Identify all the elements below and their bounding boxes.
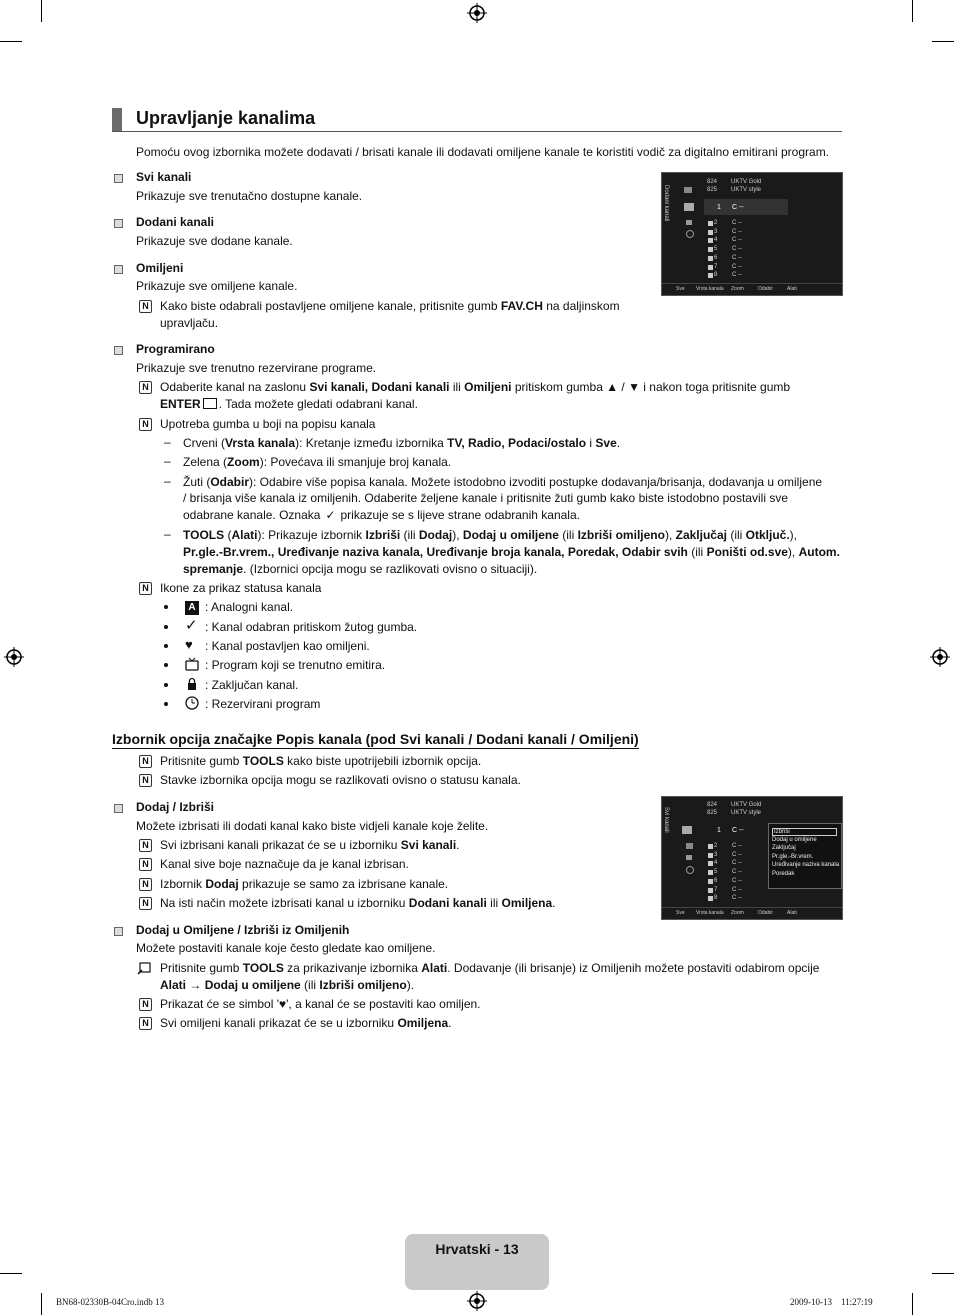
- analog-channel-icon: [708, 265, 713, 270]
- bullet-dot: [164, 663, 168, 667]
- crop-mark: [932, 41, 954, 42]
- channel-num: 3: [714, 228, 718, 235]
- channel-name: UKTV style: [731, 810, 762, 816]
- analog-channel-icon: [708, 844, 713, 849]
- icon-desc-tv: : Program koji se trenutno emitira.: [205, 658, 386, 672]
- omiljene-note-2: Prikazat će se simbol '♥', a kanal će se postaviti kao omiljen.: [160, 997, 481, 1011]
- channel-list-screen: [661, 172, 843, 296]
- screen-footer-item: Alati: [787, 286, 797, 292]
- icon-desc-heart: : Kanal postavljen kao omiljeni.: [205, 639, 370, 653]
- yellow-button-desc-line3: odabrane kanale. Oznaka ✓ prikazuje se s lijeve strane odabranih kanala.: [183, 508, 580, 522]
- note-icon: N: [139, 858, 152, 871]
- note-icon: N: [139, 839, 152, 852]
- prog-title: Programirano: [136, 342, 215, 356]
- channel-num: 825: [707, 810, 718, 816]
- omiljeni-note: Kako biste odabrali postavljene omiljene kanale, pritisnite gumb FAV.CH na daljinskom: [160, 299, 620, 313]
- tools-desc-line2: Pr.gle.-Br.vrem., Uređivanje naziva kanala, Uređivanje broja kanala, Poredak, Odabir svih (ili Poništi od.sve), Autom.: [183, 545, 840, 559]
- tv-mode-icon: [684, 203, 694, 211]
- channel-name: C --: [732, 860, 742, 867]
- bullet-dot: [164, 605, 168, 609]
- dodaj-desc: Možete izbrisati ili dodati kanal kako biste vidjeli kanale koje želite.: [136, 819, 489, 833]
- yellow-button-desc: Žuti (Odabir): Odabire više popisa kanala. Možete istodobno izvoditi postupke dodavanja/brisanja, dodavanja u omiljene: [183, 475, 823, 489]
- analog-channel-icon: [708, 247, 713, 252]
- screen-footer: [662, 907, 842, 919]
- bullet-square: [114, 927, 123, 936]
- channel-name: C --: [732, 877, 742, 884]
- tv-mode-icon: [684, 187, 692, 193]
- tools-desc-line3: spremanje. (Izbornici opcija mogu se razlikovati ovisno o situaciji).: [183, 562, 538, 576]
- dodaj-note-4: Na isti način možete izbrisati kanal u izborniku Dodani kanali ili Omiljena.: [160, 896, 556, 910]
- screen-footer-item: Vrsta kanala: [696, 286, 724, 292]
- note-icon: N: [139, 1017, 152, 1030]
- omiljene-desc: Možete postaviti kanale koje često gledate kao omiljene.: [136, 941, 436, 955]
- analog-channel-icon: [708, 879, 713, 884]
- icon-desc-check: : Kanal odabran pritiskom žutog gumba.: [205, 620, 418, 634]
- tools-menu-item[interactable]: Izbriši: [772, 828, 837, 836]
- analog-channel-icon: [708, 896, 713, 901]
- prog-note-1: Odaberite kanal na zaslonu Svi kanali, Dodani kanali ili Omiljeni pritiskom gumba ▲ / ▼ i nakon toga pritisnite gumb: [160, 380, 791, 394]
- tv-mode-icon: [686, 843, 693, 849]
- icons-note: Ikone za prikaz statusa kanala: [160, 581, 322, 595]
- channel-name: C --: [732, 204, 744, 211]
- omiljeni-note-line2: upravljaču.: [160, 316, 219, 330]
- crop-mark: [0, 41, 22, 42]
- screen-footer-item: Odabir: [758, 286, 774, 292]
- dodaj-note-3: Izbornik Dodaj prikazuje se samo za izbrisane kanale.: [160, 877, 449, 891]
- analog-channel-icon: [708, 870, 713, 875]
- channel-num: 4: [714, 237, 718, 244]
- crop-mark: [41, 0, 42, 22]
- channel-num: 1: [717, 204, 721, 211]
- channel-num: 2: [714, 220, 718, 226]
- dodani-title: Dodani kanali: [136, 215, 215, 229]
- prog-note-2: Upotreba gumba u boji na popisu kanala: [160, 417, 376, 431]
- dodaj-note-2: Kanal sive boje naznačuje da je kanal izbrisan.: [160, 857, 409, 871]
- heart-icon: [686, 220, 692, 225]
- dodani-desc: Prikazuje sve dodane kanale.: [136, 234, 293, 248]
- analog-channel-icon: [708, 888, 713, 893]
- screen-footer-item: Sve: [676, 910, 685, 916]
- tools-desc: TOOLS (Alati): Prikazuje izbornik Izbriši (ili Dodaj), Dodaj u omiljene (ili Izbriši omiljeno), Zaključaj (ili Otključ.),: [183, 528, 798, 542]
- icon-desc-lock: : Zaključan kanal.: [205, 678, 299, 692]
- channel-name: C --: [732, 228, 742, 235]
- omiljene-note-3: Svi omiljeni kanali prikazat će se u izborniku Omiljena.: [160, 1016, 452, 1030]
- omiljeni-desc: Prikazuje sve omiljene kanale.: [136, 279, 298, 293]
- note-icon: N: [139, 381, 152, 394]
- clock-icon: [686, 230, 694, 238]
- analog-channel-icon: [708, 230, 713, 235]
- channel-num: 7: [714, 263, 718, 270]
- yellow-button-desc-line2: / brisanja više kanala iz omiljenih. Odaberite željene kanale i pritisnite žuti gumb kako biste istodobno postavili sve: [183, 491, 788, 505]
- screen-footer-item: Odabir: [758, 910, 774, 916]
- clock-icon: [686, 866, 694, 874]
- channel-num: 824: [707, 179, 718, 185]
- channel-num: 8: [714, 895, 718, 902]
- screen-footer-item: Vrsta kanala: [696, 910, 724, 916]
- red-button-desc: Crveni (Vrsta kanala): Kretanje između izbornika TV, Radio, Podaci/ostalo i Sve.: [183, 436, 621, 450]
- tools-menu-item[interactable]: Dodaj u omiljene: [772, 836, 817, 843]
- analog-channel-icon: [708, 238, 713, 243]
- omiljene-title: Dodaj u Omiljene / Izbriši iz Omiljenih: [136, 923, 350, 937]
- page-number: Hrvatski - 13: [435, 1241, 519, 1257]
- note-icon: N: [139, 582, 152, 595]
- analog-channel-icon: [708, 853, 713, 858]
- note-icon: N: [139, 878, 152, 891]
- prog-note-1-line2: ENTER . Tada možete gledati odabrani kanal.: [160, 397, 418, 411]
- registration-mark-icon: [467, 1291, 487, 1311]
- heart-icon: ♥: [279, 997, 287, 1011]
- heart-icon: [686, 855, 692, 860]
- crop-mark: [0, 1273, 22, 1274]
- title-rule: [112, 131, 842, 132]
- tools-menu-item[interactable]: Uređivanje naziva kanala: [772, 862, 840, 868]
- tools-menu-item[interactable]: Poredak: [772, 870, 795, 877]
- tv-program-icon: [185, 657, 199, 671]
- channel-num: 4: [714, 860, 718, 867]
- tools-menu-item[interactable]: Pr.gle.-Br.vrem.: [772, 853, 814, 860]
- tools-menu-item[interactable]: Zaključaj: [772, 845, 796, 851]
- channel-name: C --: [732, 272, 742, 279]
- channel-name: C --: [732, 886, 742, 893]
- svi-desc: Prikazuje sve trenutačno dostupne kanale.: [136, 189, 363, 203]
- prog-desc: Prikazuje sve trenutno rezervirane programe.: [136, 361, 377, 375]
- dodaj-title: Dodaj / Izbriši: [136, 800, 215, 814]
- s2-note-1: Pritisnite gumb TOOLS kako biste upotrijebili izbornik opcija.: [160, 754, 482, 768]
- analog-channel-icon: [708, 221, 713, 226]
- channel-name: C --: [732, 220, 742, 226]
- lock-icon: [185, 677, 199, 691]
- crop-mark: [912, 0, 913, 22]
- channel-name: C --: [732, 869, 742, 876]
- intro-text: Pomoću ovog izbornika možete dodavati / brisati kanale ili dodavati omiljene kanale te koristiti vodič za digitalno emitirani program.: [136, 145, 830, 159]
- check-icon: ✓: [325, 508, 336, 522]
- bullet-square: [114, 174, 123, 183]
- screen-side-label: Svi kanali: [663, 807, 669, 833]
- tv-mode-icon: [682, 826, 692, 834]
- channel-name: UKTV style: [731, 187, 762, 193]
- options-menu-screen: [661, 796, 843, 920]
- note-icon: N: [139, 897, 152, 910]
- green-button-desc: Zelena (Zoom): Povećava ili smanjuje broj kanala.: [183, 455, 452, 469]
- screen-footer: [662, 283, 842, 295]
- channel-num: 5: [714, 869, 718, 876]
- registration-mark-icon: [930, 647, 950, 667]
- s2-note-2: Stavke izbornika opcija mogu se razlikovati ovisno o statusu kanala.: [160, 773, 521, 787]
- analog-channel-icon: [708, 861, 713, 866]
- registration-mark-icon: [4, 647, 24, 667]
- svi-title: Svi kanali: [136, 170, 192, 184]
- crop-mark: [932, 1273, 954, 1274]
- channel-num: 6: [714, 254, 718, 261]
- dash: –: [164, 454, 171, 468]
- channel-num: 824: [707, 802, 718, 808]
- channel-name: UKTV Gold: [731, 802, 762, 808]
- dash: –: [164, 474, 171, 488]
- channel-name: C --: [732, 827, 744, 834]
- channel-num: 825: [707, 187, 718, 193]
- note-icon: N: [139, 300, 152, 313]
- channel-name: C --: [732, 254, 742, 261]
- section-heading: Izbornik opcija značajke Popis kanala (pod Svi kanali / Dodani kanali / Omiljeni): [112, 731, 639, 747]
- screen-side-label: Dodani kanali: [663, 185, 669, 222]
- channel-name: C --: [732, 246, 742, 253]
- channel-num: 6: [714, 877, 718, 884]
- bullet-dot: [164, 683, 168, 687]
- channel-name: UKTV Gold: [731, 179, 762, 185]
- crop-mark: [912, 1293, 913, 1315]
- note-icon: N: [139, 418, 152, 431]
- omiljeni-title: Omiljeni: [136, 261, 184, 275]
- enter-icon: [203, 398, 217, 409]
- screen-footer-item: Sve: [676, 286, 685, 292]
- channel-num: 3: [714, 851, 718, 858]
- analog-channel-icon: A: [185, 601, 199, 615]
- dash: –: [164, 527, 171, 541]
- crop-mark: [41, 1293, 42, 1315]
- clock-icon: [185, 696, 199, 710]
- channel-name: C --: [732, 263, 742, 270]
- channel-num: 2: [714, 843, 718, 849]
- file-info: BN68-02330B-04Cro.indb 13: [56, 1297, 164, 1307]
- page-title: Upravljanje kanalima: [136, 108, 316, 128]
- bullet-dot: [164, 625, 168, 629]
- icon-desc-analog: : Analogni kanal.: [205, 600, 294, 614]
- screen-footer-item: Alati: [787, 910, 797, 916]
- dash: –: [164, 435, 171, 449]
- registration-mark-icon: [467, 3, 487, 23]
- omiljene-note-1: Pritisnite gumb TOOLS za prikazivanje izbornika Alati. Dodavanje (ili brisanje) iz Omiljenih možete postaviti odabirom opcije: [160, 961, 820, 975]
- title-bar: [112, 108, 122, 132]
- channel-name: C --: [732, 237, 742, 244]
- omiljene-note-1-line2: Alati → Dodaj u omiljene (ili Izbriši omiljeno).: [160, 978, 415, 992]
- bullet-square: [114, 265, 123, 274]
- analog-channel-icon: [708, 256, 713, 261]
- channel-name: C --: [732, 851, 742, 858]
- analog-channel-icon: [708, 273, 713, 278]
- heart-icon: ♥: [185, 637, 193, 652]
- bullet-square: [114, 346, 123, 355]
- check-icon: ✓: [185, 617, 198, 634]
- note-icon: N: [139, 755, 152, 768]
- screen-footer-item: Zoom: [731, 286, 744, 292]
- tools-icon: [137, 961, 151, 975]
- channel-num: 7: [714, 886, 718, 893]
- bullet-dot: [164, 644, 168, 648]
- channel-num: 8: [714, 272, 718, 279]
- bullet-square: [114, 804, 123, 813]
- dodaj-note-1: Svi izbrisani kanali prikazat će se u izborniku Svi kanali.: [160, 838, 460, 852]
- channel-num: 1: [717, 827, 721, 834]
- icon-desc-clock: : Rezervirani program: [205, 697, 321, 711]
- print-date: 2009-10-13 11:27:19: [790, 1297, 873, 1307]
- bullet-dot: [164, 702, 168, 706]
- screen-footer-item: Zoom: [731, 910, 744, 916]
- channel-name: C --: [732, 843, 742, 849]
- channel-name: C --: [732, 895, 742, 902]
- note-icon: N: [139, 998, 152, 1011]
- note-icon: N: [139, 774, 152, 787]
- bullet-square: [114, 219, 123, 228]
- channel-num: 5: [714, 246, 718, 253]
